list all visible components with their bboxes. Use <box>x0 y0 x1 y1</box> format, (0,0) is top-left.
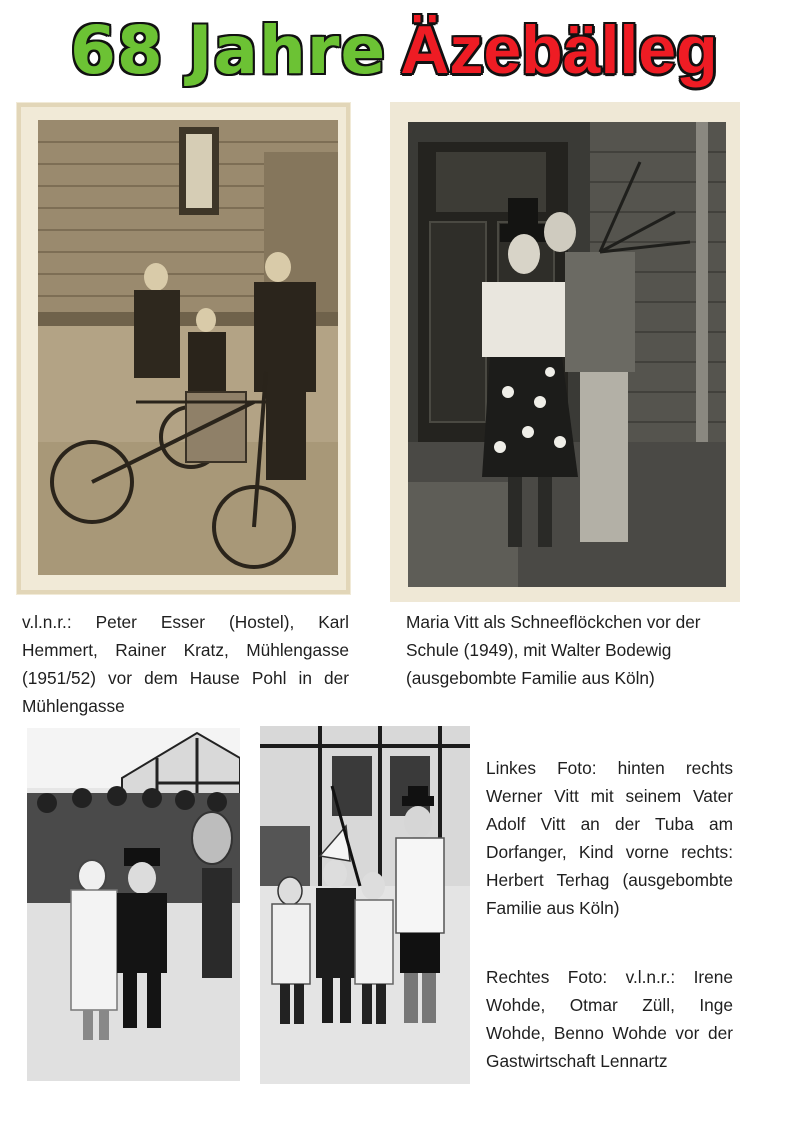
photo-gastwirtschaft-lennartz <box>260 726 470 1084</box>
photo-dorfanger-tuba <box>27 728 240 1081</box>
caption-top-right: Maria Vitt als Schneeflöckchen vor der Schule (1949), mit Walter Bodewig (ausgebombte Familie aus Köln) <box>406 612 701 688</box>
page-title <box>70 8 780 92</box>
caption-bottom-right-left-photo: Linkes Foto: hinten rechts Werner Vitt mit seinem Vater Adolf Vitt an der Tuba am Dorfanger, Kind vorne rechts: Herbert Terhag (ausgebombte Familie aus Köln) <box>486 758 733 918</box>
title-years: 68 Jahre <box>70 12 387 89</box>
photo-tandem-bicycle <box>16 102 351 595</box>
caption-top-left: v.l.n.r.: Peter Esser (Hostel), Karl Hemmert, Rainer Kratz, Mühlengasse (1951/52) vor dem Hause Pohl in der Mühlengasse <box>22 612 349 716</box>
title-name: Äzebälleg <box>400 12 718 88</box>
caption-bottom-right-right-photo: Rechtes Foto: v.l.n.r.: Irene Wohde, Otmar Züll, Inge Wohde, Benno Wohde vor der Gastwirtschaft Lennartz <box>486 967 733 1071</box>
photo-schneeflocke-schule <box>390 102 740 602</box>
